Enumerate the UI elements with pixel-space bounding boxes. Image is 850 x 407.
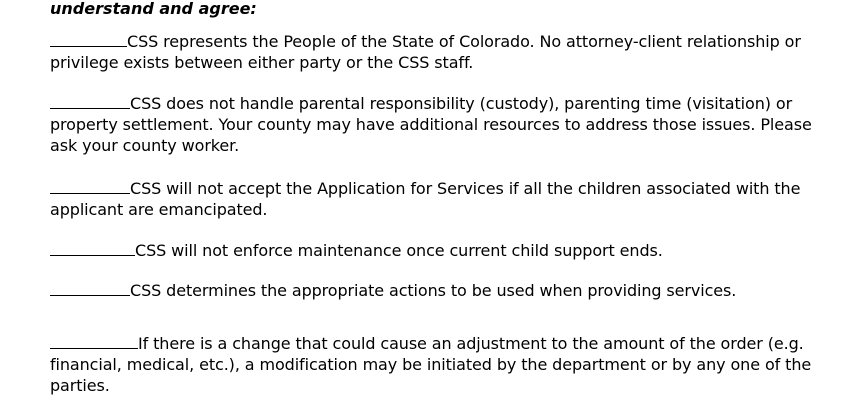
- acknowledgement-text: If there is a change that could cause an adjustment to the amount of the order (e.g. financial, medical, etc.), a modification may be initiated by the department or by any one of the parties.: [50, 334, 812, 395]
- initials-blank[interactable]: [50, 334, 138, 349]
- acknowledgement-item: [50, 280, 820, 301]
- initials-blank[interactable]: [50, 179, 130, 194]
- acknowledgement-text: CSS will not accept the Application for Services if all the children associated with the applicant are emancipated.: [50, 179, 801, 219]
- initials-blank[interactable]: [50, 281, 130, 296]
- acknowledgement-text: CSS determines the appropriate actions to be used when providing services.: [130, 281, 737, 300]
- initials-blank[interactable]: [50, 94, 130, 109]
- initials-blank[interactable]: [50, 241, 135, 256]
- acknowledgement-item: [50, 93, 820, 156]
- acknowledgement-text: CSS represents the People of the State of Colorado. No attorney-client relationship or privilege exists between either party or the CSS staff.: [50, 32, 801, 72]
- acknowledgement-item: [50, 31, 820, 73]
- acknowledgement-item: [50, 240, 820, 261]
- section-heading: understand and agree:: [50, 0, 257, 18]
- acknowledgement-text: CSS will not enforce maintenance once current child support ends.: [135, 241, 663, 260]
- acknowledgement-text: CSS does not handle parental responsibility (custody), parenting time (visitation) or property settlement. Your county may have additional resources to address those issues. Please ask your county worker.: [50, 94, 812, 155]
- initials-blank[interactable]: [50, 32, 127, 47]
- acknowledgement-item: [50, 333, 820, 396]
- acknowledgement-item: [50, 178, 820, 220]
